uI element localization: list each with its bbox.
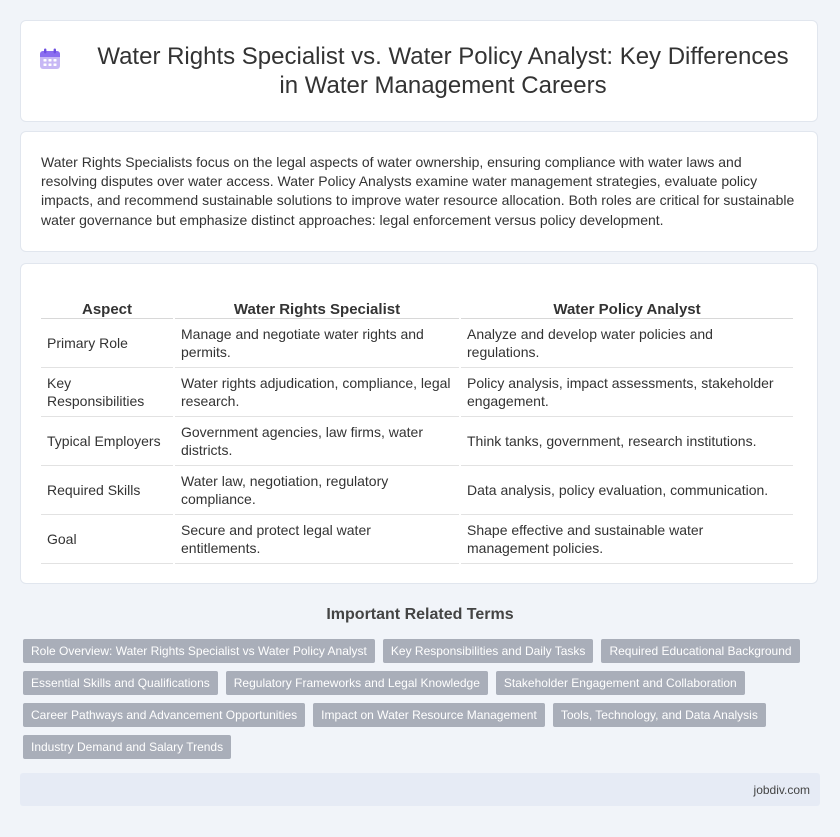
tag-role-overview[interactable]: Role Overview: Water Rights Specialist vs Water Policy Analyst bbox=[23, 639, 375, 663]
comparison-table bbox=[39, 292, 795, 564]
header bbox=[39, 42, 799, 100]
row-specialist: Water law, negotiation, regulatory compliance. bbox=[175, 466, 459, 515]
row-aspect: Primary Role bbox=[41, 319, 173, 368]
tag-regulatory-frameworks[interactable]: Regulatory Frameworks and Legal Knowledge bbox=[226, 671, 488, 695]
row-specialist: Secure and protect legal water entitlements. bbox=[175, 515, 459, 564]
intro-card bbox=[20, 131, 818, 252]
footer bbox=[20, 773, 820, 806]
footer-site-link[interactable]: jobdiv.com bbox=[753, 782, 810, 797]
header-card bbox=[20, 20, 818, 122]
row-specialist: Manage and negotiate water rights and permits. bbox=[175, 319, 459, 368]
related-terms-tags bbox=[23, 639, 803, 759]
tag-industry-demand[interactable]: Industry Demand and Salary Trends bbox=[23, 735, 231, 759]
tag-essential-skills[interactable]: Essential Skills and Qualifications bbox=[23, 671, 218, 695]
row-analyst: Think tanks, government, research institutions. bbox=[461, 417, 793, 466]
page-title: Water Rights Specialist vs. Water Policy Analyst: Key Differences in Water Management Careers bbox=[97, 43, 789, 99]
table-row bbox=[41, 368, 793, 417]
table-row bbox=[41, 466, 793, 515]
tag-impact-water-resource[interactable]: Impact on Water Resource Management bbox=[313, 703, 545, 727]
row-analyst: Data analysis, policy evaluation, communication. bbox=[461, 466, 793, 515]
header-water-policy-analyst: Water Policy Analyst bbox=[461, 292, 793, 319]
tag-career-pathways[interactable]: Career Pathways and Advancement Opportunities bbox=[23, 703, 305, 727]
related-terms-title: Important Related Terms bbox=[326, 606, 514, 623]
row-analyst: Shape effective and sustainable water management policies. bbox=[461, 515, 793, 564]
tag-key-responsibilities[interactable]: Key Responsibilities and Daily Tasks bbox=[383, 639, 594, 663]
table-row bbox=[41, 515, 793, 564]
row-aspect: Required Skills bbox=[41, 466, 173, 515]
row-specialist: Government agencies, law firms, water districts. bbox=[175, 417, 459, 466]
comparison-card bbox=[20, 263, 818, 584]
header-aspect: Aspect bbox=[41, 292, 173, 319]
intro-text: Water Rights Specialists focus on the legal aspects of water ownership, ensuring compliance with water laws and resolving disputes over water access. Water Policy Analysts examine water management strategies, evaluate policy impacts, and recommend sustainable solutions to improve water resource allocation. Both roles are critical for sustainable water governance but emphasize distinct approaches: legal enforcement versus policy development. bbox=[41, 154, 795, 228]
table-row bbox=[41, 319, 793, 368]
row-analyst: Analyze and develop water policies and regulations. bbox=[461, 319, 793, 368]
tag-educational-background[interactable]: Required Educational Background bbox=[601, 639, 799, 663]
tag-stakeholder-engagement[interactable]: Stakeholder Engagement and Collaboration bbox=[496, 671, 745, 695]
table-header-row bbox=[41, 292, 793, 319]
row-analyst: Policy analysis, impact assessments, stakeholder engagement. bbox=[461, 368, 793, 417]
row-aspect: Goal bbox=[41, 515, 173, 564]
header-water-rights-specialist: Water Rights Specialist bbox=[175, 292, 459, 319]
row-aspect: Key Responsibilities bbox=[41, 368, 173, 417]
calendar-icon bbox=[39, 48, 61, 70]
tag-tools-technology[interactable]: Tools, Technology, and Data Analysis bbox=[553, 703, 766, 727]
row-specialist: Water rights adjudication, compliance, legal research. bbox=[175, 368, 459, 417]
table-row bbox=[41, 417, 793, 466]
row-aspect: Typical Employers bbox=[41, 417, 173, 466]
